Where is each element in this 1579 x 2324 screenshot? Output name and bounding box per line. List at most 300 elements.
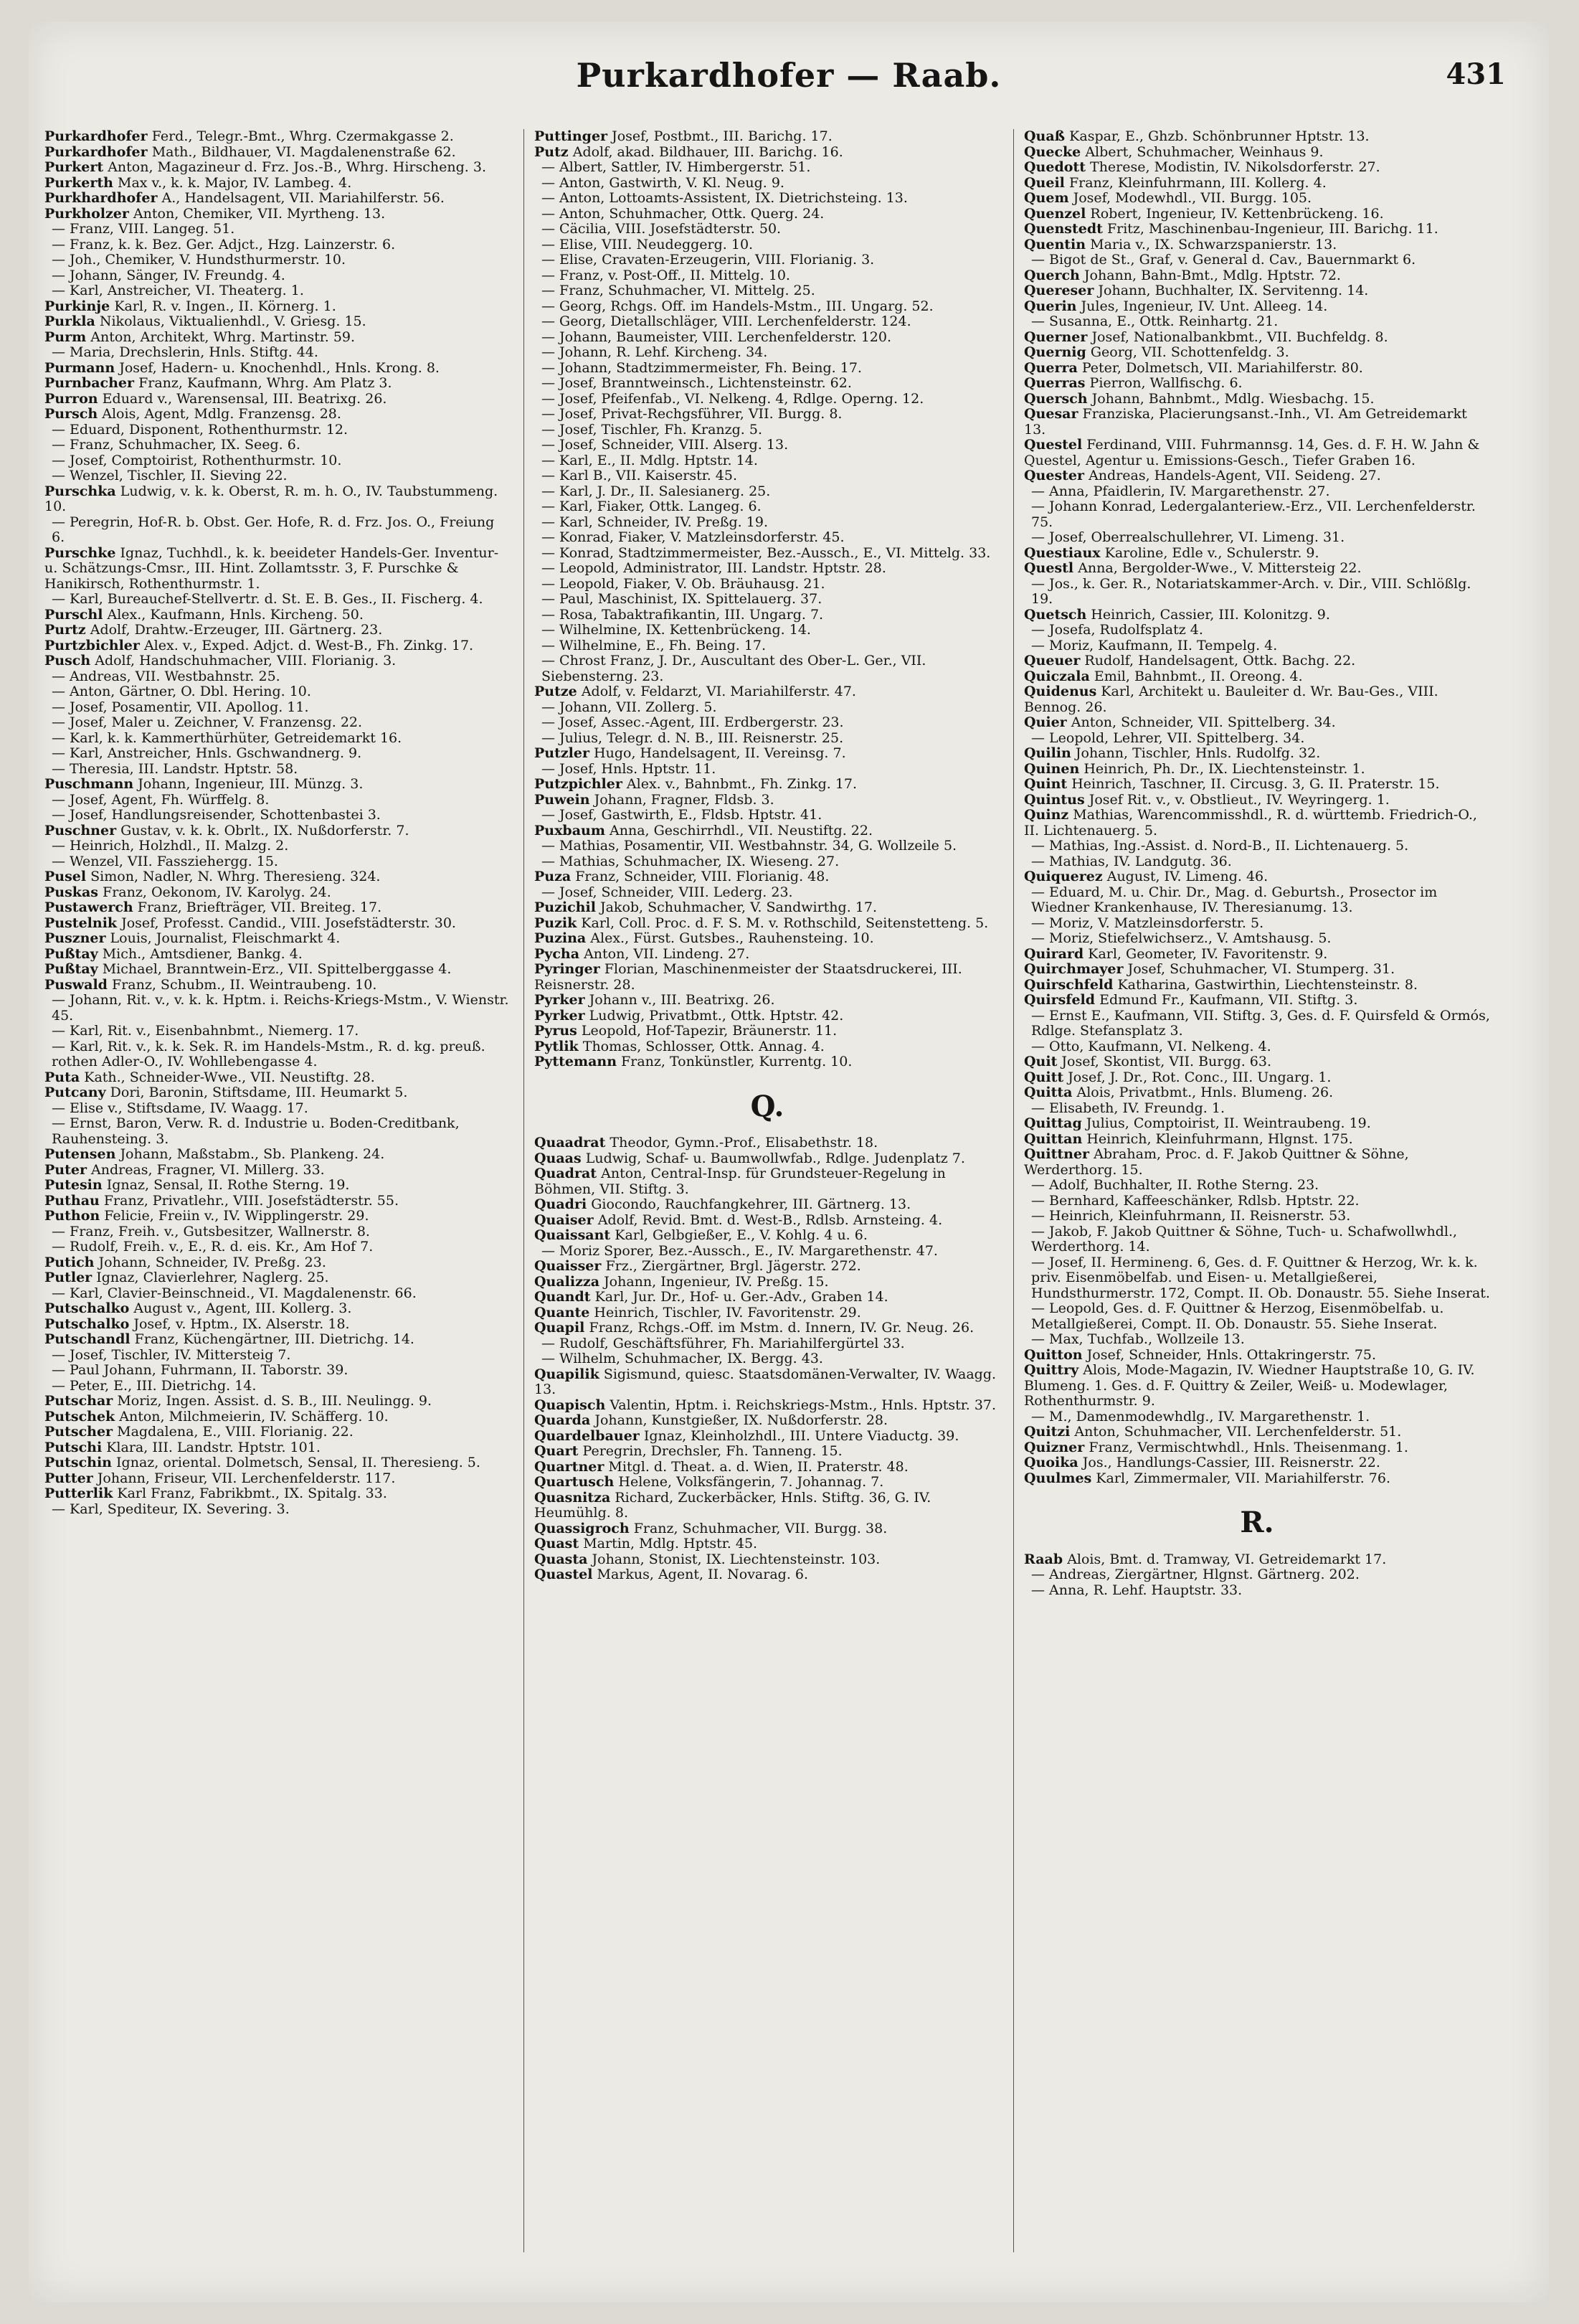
entry-surname: Quintus (1024, 791, 1085, 808)
directory-entry (44, 515, 511, 546)
directory-entry (534, 1521, 1000, 1537)
entry-details: Alois, Bmt. d. Tramway, VI. Getreidemarkt 17. (1067, 1551, 1387, 1567)
entry-details: — Anton, Schuhmacher, Ottk. Querg. 24. (541, 205, 825, 222)
entry-details: — Josef, Gastwirth, E., Fldsb. Hptstr. 41. (541, 807, 822, 823)
directory-entry (534, 1054, 1000, 1070)
entry-details: Ignaz, Kleinholzhdl., III. Untere Viaductg. 39. (643, 1427, 959, 1444)
directory-entry (534, 1135, 1000, 1151)
entry-surname: Pyrker (534, 992, 585, 1008)
entry-surname: Puza (534, 869, 572, 884)
entry-surname: Qualizza (534, 1273, 600, 1290)
entry-surname: Puschmann (44, 776, 134, 792)
page-number: 431 (1446, 57, 1506, 91)
directory-entry (534, 700, 1000, 716)
directory-entry (1024, 268, 1490, 284)
directory-entry (44, 777, 511, 793)
entry-details: — Anton, Lottoamts-Assistent, IX. Dietrichsteing. 13. (541, 190, 908, 206)
entry-details: Johann, Bahn-Bmt., Mdlg. Hptstr. 72. (1084, 267, 1341, 283)
entry-details: Adolf, akad. Bildhauer, III. Barichg. 16. (572, 143, 843, 160)
entry-surname: Pusch (44, 653, 91, 669)
directory-entry (44, 746, 511, 762)
directory-entry (44, 854, 511, 870)
directory-entry (534, 438, 1000, 453)
entry-surname: Purschke (44, 544, 116, 561)
entry-details: Franz, Schuhmacher, VII. Burgg. 38. (633, 1520, 888, 1536)
directory-entry (44, 438, 511, 453)
entry-details: Katharina, Gastwirthin, Liechtensteinstr. 8. (1117, 976, 1418, 993)
directory-entry (44, 947, 511, 963)
directory-entry (534, 962, 1000, 993)
entry-details: — Josef, Schneider, VIII. Lederg. 23. (541, 884, 793, 900)
entry-details: Peregrin, Drechsler, Fh. Tanneng. 15. (582, 1443, 843, 1459)
entry-details: Josef, Skontist, VII. Burgg. 63. (1061, 1054, 1271, 1069)
entry-details: Max v., k. k. Major, IV. Lambeg. 4. (118, 174, 352, 191)
entry-details: Alex., Fürst. Gutsbes., Rauhensteing. 10. (590, 930, 874, 946)
directory-entry (44, 1270, 511, 1286)
entry-details: Anton, Milchmeierin, IV. Schäfferg. 10. (119, 1408, 389, 1425)
entry-surname: Pustawerch (44, 899, 133, 915)
directory-entry (44, 407, 511, 422)
directory-entry (44, 1440, 511, 1456)
entry-details: — Johann, Rit. v., v. k. k. Hptm. i. Reichs-Kriegs-Mstm., V. Wienstr. 45. (52, 992, 509, 1024)
directory-entry (534, 222, 1000, 237)
directory-entry (1024, 361, 1490, 377)
directory-entry (1024, 653, 1490, 669)
directory-entry (534, 993, 1000, 1009)
entry-surname: Puthon (44, 1208, 100, 1224)
entry-details: Alois, Agent, Mdlg. Franzensg. 28. (102, 406, 341, 422)
directory-entry (534, 1024, 1000, 1039)
entry-details: Franz, Vermischtwhdl., Hnls. Theisenmang. 1. (1089, 1439, 1408, 1455)
entry-details: — Moriz, V. Matzleinsdorferstr. 5. (1031, 915, 1264, 931)
entry-details: — Karl, Anstreicher, Hnls. Gschwandnerg. 9. (52, 745, 362, 761)
entry-details: Johann, Fragner, Fldsb. 3. (594, 791, 774, 808)
entry-details: — Paul, Maschinist, IX. Spittelauerg. 37. (541, 591, 822, 607)
entry-surname: Purkinje (44, 298, 110, 314)
entry-details: Alex. v., Exped. Adjct. d. West-B., Fh. Zinkg. 17. (143, 637, 474, 653)
entry-surname: Quizner (1024, 1439, 1085, 1455)
directory-entry (1024, 207, 1490, 222)
entry-details: — Wilhelmine, IX. Kettenbrückeng. 14. (541, 622, 811, 638)
directory-entry (44, 1301, 511, 1317)
entry-details: — Cäcilia, VIII. Josefstädterstr. 50. (541, 221, 782, 237)
entry-surname: Putzpichler (534, 776, 622, 792)
entry-details: Math., Bildhauer, VI. Magdalenenstraße 62. (151, 143, 456, 160)
directory-entry (44, 468, 511, 484)
directory-entry (1024, 1132, 1490, 1148)
entry-details: Heinrich, Kleinfuhrmann, Hlgnst. 175. (1086, 1130, 1353, 1147)
entry-details: — Georg, Dietallschläger, VIII. Lerchenfelderstr. 124. (541, 313, 911, 329)
directory-entry (534, 1552, 1000, 1568)
directory-entry (44, 839, 511, 854)
directory-entry (534, 1305, 1000, 1321)
entry-details: Alois, Mode-Magazin, IV. Wiedner Hauptstraße 10, G. IV. Blumeng. 1. Ges. d. F. Quittry & Zeiler, Weiß- u. Modewlager, Rothenthurmstr. 9. (1024, 1362, 1475, 1409)
directory-entry (534, 684, 1000, 700)
directory-entry (534, 1039, 1000, 1055)
entry-details: — Mathias, Posamentir, VII. Westbahnstr. 34, G. Wollzeile 5. (541, 838, 957, 854)
entry-details: Ludwig, v. k. k. Oberst, R. m. h. O., IV. Taubstummeng. 10. (44, 483, 498, 514)
directory-entry (534, 330, 1000, 346)
directory-entry (534, 1536, 1000, 1552)
entry-details: — Rudolf, Geschäftsführer, Fh. Mariahilfergürtel 33. (541, 1335, 905, 1351)
entry-surname: Quittag (1024, 1115, 1082, 1131)
entry-details: — Leopold, Administrator, III. Landstr. Hptstr. 28. (541, 560, 886, 576)
directory-entry (44, 731, 511, 747)
entry-details: — Albert, Sattler, IV. Himbergerstr. 51. (541, 159, 811, 175)
entry-details: Karl, Gelbgießer, E., V. Kohlg. 4 u. 6. (615, 1227, 868, 1243)
entry-details: Johann, Maßstabm., Sb. Plankeng. 24. (120, 1146, 385, 1162)
directory-entry (534, 916, 1000, 932)
entry-surname: Quante (534, 1304, 590, 1321)
directory-entry (44, 931, 511, 947)
entry-details: — Anna, R. Lehf. Hauptstr. 33. (1031, 1582, 1243, 1598)
directory-entry (44, 916, 511, 932)
entry-surname: Querin (1024, 298, 1077, 314)
directory-entry (44, 129, 511, 145)
entry-details: Nikolaus, Viktualienhdl., V. Griesg. 15. (99, 313, 366, 329)
entry-surname: Putschalko (44, 1315, 130, 1332)
entry-surname: Quaadrat (534, 1135, 606, 1151)
directory-entry (44, 1224, 511, 1240)
entry-details: Ignaz, oriental. Dolmetsch, Sensal, II. Theresieng. 5. (116, 1455, 480, 1470)
entry-details: Karl, Coll. Proc. d. F. S. M. v. Rothschild, Seitenstetteng. 5. (581, 915, 989, 931)
entry-surname: Quirchmayer (1024, 961, 1124, 977)
directory-entry (44, 808, 511, 823)
entry-surname: Quast (534, 1536, 579, 1551)
directory-entry (1024, 777, 1490, 793)
directory-entry (534, 1166, 1000, 1197)
entry-details: Giocondo, Rauchfangkehrer, III. Gärtnerg. 13. (591, 1196, 911, 1212)
directory-entry (1024, 530, 1490, 546)
directory-entry (534, 207, 1000, 222)
entry-surname: Quinen (1024, 760, 1080, 777)
directory-entry (534, 823, 1000, 839)
directory-entry (44, 1070, 511, 1086)
entry-surname: Quedott (1024, 159, 1086, 175)
entry-details: Franz, Kaufmann, Whrg. Am Platz 3. (138, 375, 392, 391)
entry-details: Franz, Schubm., II. Weintraubeng. 10. (112, 976, 377, 993)
directory-entry (44, 1332, 511, 1348)
entry-details: — Johann, Stadtzimmermeister, Fh. Being. 17. (541, 359, 862, 376)
entry-details: Ignaz, Clavierlehrer, Naglerg. 25. (96, 1270, 329, 1285)
entry-details: — Andreas, Ziergärtner, Hlgnst. Gärtnerg. 202. (1031, 1567, 1360, 1582)
directory-entry (44, 715, 511, 731)
directory-entry (1024, 669, 1490, 685)
entry-details: — Maria, Drechslerin, Hnls. Stiftg. 44. (52, 344, 318, 360)
directory-entry (44, 237, 511, 253)
directory-entry (44, 1317, 511, 1333)
entry-surname: Quaß (1024, 129, 1066, 144)
entry-details: — Elisabeth, IV. Freundg. 1. (1031, 1100, 1225, 1116)
entry-details: — Karl, Spediteur, IX. Severing. 3. (52, 1501, 290, 1517)
directory-entry (1024, 1255, 1490, 1302)
entry-details: Johann, Schneider, IV. Preßg. 23. (98, 1254, 326, 1270)
entry-details: — Elise, VIII. Neudeggerg. 10. (541, 236, 754, 252)
entry-details: Eduard v., Warensensal, III. Beatrixg. 26. (102, 390, 387, 407)
directory-entry (44, 1425, 511, 1440)
directory-entry (44, 1394, 511, 1409)
entry-surname: Purkerth (44, 174, 113, 191)
entry-surname: Quitton (1024, 1346, 1083, 1363)
entry-details: — Eduard, M. u. Chir. Dr., Mag. d. Geburtsh., Prosector im Wiedner Krankenhause, IV. Theresianumg. 13. (1031, 884, 1438, 915)
directory-entry (1024, 376, 1490, 392)
directory-entry (534, 900, 1000, 916)
entry-surname: Quapil (534, 1320, 585, 1336)
entry-surname: Quint (1024, 776, 1068, 792)
directory-entry (1024, 978, 1490, 993)
entry-details: Edmund Fr., Kaufmann, VII. Stiftg. 3. (1099, 992, 1358, 1008)
entry-surname: Pustelnik (44, 915, 118, 931)
entry-surname: Puzik (534, 915, 577, 931)
directory-entry (534, 1009, 1000, 1024)
directory-entry (44, 684, 511, 700)
entry-surname: Quilin (1024, 745, 1071, 761)
entry-details: Albert, Schuhmacher, Weinhaus 9. (1085, 143, 1324, 160)
directory-entry (44, 669, 511, 685)
directory-entry (44, 314, 511, 330)
directory-entry (1024, 869, 1490, 885)
directory-entry (534, 1259, 1000, 1275)
entry-details: — Rudolf, Freih. v., E., R. d. eis. Kr., Am Hof 7. (52, 1239, 374, 1255)
directory-entry (44, 361, 511, 377)
entry-details: — Josef, Oberrealschullehrer, VI. Limeng. 31. (1031, 529, 1345, 545)
directory-entry (534, 1398, 1000, 1414)
directory-entry (534, 546, 1000, 562)
entry-details: Franz, Briefträger, VII. Breiteg. 17. (137, 899, 382, 915)
entry-surname: Quaas (534, 1150, 582, 1166)
entry-details: Klara, III. Landstr. Hptstr. 101. (106, 1439, 321, 1455)
directory-page (29, 22, 1549, 2302)
entry-surname: Putter (44, 1470, 93, 1486)
directory-entry (534, 885, 1000, 901)
entry-details: Franz, Oekonom, IV. Karolyg. 24. (103, 884, 331, 900)
directory-entry (1024, 345, 1490, 361)
entry-details: Anton, Chemiker, VII. Myrtheng. 13. (133, 205, 386, 222)
entry-details: Thomas, Schlosser, Ottk. Annag. 4. (582, 1038, 825, 1054)
entry-details: — Karl, Anstreicher, VI. Theaterg. 1. (52, 283, 304, 298)
directory-entry (534, 407, 1000, 422)
entry-details: Heinrich, Taschner, II. Circusg. 3, G. II. Praterstr. 15. (1071, 776, 1440, 792)
directory-entry (1024, 499, 1490, 530)
directory-entry (1024, 623, 1490, 638)
entry-details: Karl, R. v. Ingen., II. Körnerg. 1. (114, 298, 336, 314)
directory-entry (1024, 731, 1490, 747)
entry-details: — Leopold, Ges. d. F. Quittner & Herzog, Eisenmöbelfab. u. Metallgießerei, Compt. II. Ob. Donaustr. 55. Siehe Inserat. (1031, 1300, 1444, 1332)
entry-details: Robert, Ingenieur, IV. Kettenbrückeng. 16. (1090, 205, 1384, 222)
directory-entry (44, 1039, 511, 1070)
directory-entry (44, 1209, 511, 1224)
directory-entry (1024, 947, 1490, 963)
directory-entry (1024, 561, 1490, 577)
entry-details: A., Handelsagent, VII. Mariahilferstr. 56. (161, 190, 445, 206)
entry-details: — Johann Konrad, Ledergalanteriew.-Erz., VII. Lerchenfelderstr. 75. (1031, 499, 1476, 530)
directory-entry (534, 839, 1000, 854)
directory-entry (1024, 129, 1490, 145)
directory-entry (534, 1460, 1000, 1475)
directory-entry (534, 731, 1000, 747)
entry-surname: Quapisch (534, 1397, 606, 1413)
entry-surname: Querner (1024, 329, 1088, 345)
entry-details: Kath., Schneider-Wwe., VII. Neustiftg. 28. (84, 1069, 375, 1085)
directory-entry (44, 962, 511, 978)
entry-details: — Karl, k. k. Kammerthürhüter, Getreidemarkt 16. (52, 729, 402, 746)
directory-entry (1024, 577, 1490, 608)
directory-entry (44, 1286, 511, 1302)
directory-entry (44, 608, 511, 623)
directory-entry (44, 900, 511, 916)
directory-entry (44, 1471, 511, 1487)
entry-surname: Pusel (44, 869, 87, 884)
entry-details: Richard, Zuckerbäcker, Hnls. Stiftg. 36, G. IV. Heumühlg. 8. (534, 1489, 931, 1521)
entry-details: — Rosa, Tabaktrafikantin, III. Ungarg. 7. (541, 606, 824, 623)
entry-surname: Puzina (534, 930, 587, 946)
directory-entry (534, 1151, 1000, 1167)
entry-details: Franz, Privatlehr., VIII. Josefstädterstr. 55. (103, 1192, 399, 1209)
entry-surname: Putschin (44, 1455, 112, 1470)
directory-entry (1024, 1009, 1490, 1039)
middle-column (534, 129, 1000, 2281)
directory-entry (44, 1194, 511, 1209)
entry-details: — Chrost Franz, J. Dr., Auscultant des Ober-L. Ger., VII. Siebensterng. 23. (541, 653, 926, 684)
entry-details: Frz., Ziergärtner, Brgl. Jägerstr. 272. (605, 1258, 861, 1274)
directory-entry (1024, 839, 1490, 854)
entry-details: Jules, Ingenieur, IV. Unt. Alleeg. 14. (1081, 298, 1328, 314)
entry-details: Julius, Comptoirist, II. Weintraubeng. 19. (1086, 1115, 1371, 1131)
entry-details: — Franz, v. Post-Off., II. Mittelg. 10. (541, 267, 790, 283)
entry-details: Karl, Jur. Dr., Hof- u. Ger.-Adv., Graben 14. (594, 1289, 888, 1305)
entry-details: Josef, Hadern- u. Knochenhdl., Hnls. Krong. 8. (119, 359, 440, 376)
directory-entry (1024, 468, 1490, 484)
entry-details: — Moriz Sporer, Bez.-Aussch., E., IV. Margarethenstr. 47. (541, 1242, 938, 1259)
directory-entry (44, 330, 511, 346)
entry-surname: Putze (534, 684, 577, 699)
entry-surname: Purkla (44, 313, 95, 329)
directory-entry (1024, 1085, 1490, 1101)
directory-entry (1024, 299, 1490, 315)
entry-details: — Bernhard, Kaffeeschänker, Rdlsb. Hptstr. 22. (1031, 1192, 1360, 1209)
directory-entry (534, 252, 1000, 268)
directory-entry (534, 1351, 1000, 1367)
directory-entry (44, 993, 511, 1024)
entry-surname: Putschar (44, 1393, 113, 1409)
entry-details: Alex., Kaufmann, Hnls. Kircheng. 50. (107, 606, 364, 623)
entry-details: Markus, Agent, II. Novarag. 6. (597, 1567, 809, 1582)
directory-entry (44, 191, 511, 207)
directory-entry (1024, 746, 1490, 762)
entry-details: — Josef, Comptoirist, Rothenthurmstr. 10. (52, 452, 342, 468)
directory-entry (1024, 1116, 1490, 1132)
entry-details: Therese, Modistin, IV. Nikolsdorferstr. 27. (1090, 159, 1380, 175)
directory-entry (1024, 392, 1490, 407)
directory-entry (534, 869, 1000, 885)
entry-details: Emil, Bahnbmt., II. Oreong. 4. (1094, 668, 1303, 684)
directory-entry (1024, 160, 1490, 176)
entry-surname: Raab (1024, 1551, 1063, 1567)
entry-surname: Quartner (534, 1458, 604, 1475)
entry-details: Franziska, Placierungsanst.-Inh., VI. Am Getreidemarkt 13. (1024, 406, 1467, 438)
entry-details: Heinrich, Cassier, III. Kolonitzg. 9. (1091, 606, 1330, 623)
directory-entry (534, 129, 1000, 145)
directory-entry (1024, 484, 1490, 500)
directory-entry (1024, 962, 1490, 978)
directory-entry (1024, 684, 1490, 715)
right-column (1024, 129, 1490, 2281)
entry-details: Heinrich, Ph. Dr., IX. Liechtensteinstr. 1. (1084, 760, 1365, 777)
entry-details: — Konrad, Stadtzimmermeister, Bez.-Aussch., E., VI. Mittelg. 33. (541, 544, 991, 561)
entry-surname: Quoika (1024, 1455, 1078, 1470)
directory-entry (44, 283, 511, 299)
directory-entry (1024, 1332, 1490, 1348)
entry-details: — Josef, II. Hermineng. 6, Ges. d. F. Quittner & Herzog, Wr. k. k. priv. Eisenmöbelfab. und Eisen- u. Metallgießerei, Hundsthurmerstr. 172, Compt. II. Ob. Donaustr. 55. Siehe Inserat. (1031, 1254, 1490, 1301)
entry-details: — Karl, Clavier-Beinschneid., VI. Magdalenenstr. 66. (52, 1285, 417, 1301)
entry-details: — Josef, Tischler, IV. Mittersteig 7. (52, 1346, 291, 1363)
directory-entry (44, 1163, 511, 1178)
entry-surname: Querra (1024, 359, 1078, 376)
entry-surname: Questel (1024, 437, 1083, 453)
directory-entry (44, 453, 511, 469)
entry-details: — Mathias, Ing.-Assist. d. Nord-B., II. Lichtenauerg. 5. (1031, 838, 1409, 854)
entry-surname: Querch (1024, 267, 1080, 283)
entry-details: Franz, Schneider, VIII. Florianig. 48. (575, 869, 830, 884)
entry-details: Anna, Bergolder-Wwe., V. Mittersteig 22. (1078, 560, 1362, 576)
entry-details: August, IV. Limeng. 46. (1106, 869, 1269, 884)
entry-details: Josef, J. Dr., Rot. Conc., III. Ungarg. 1. (1068, 1069, 1332, 1085)
directory-entry (534, 947, 1000, 963)
entry-details: Gustav, v. k. k. Obrlt., IX. Nußdorferstr. 7. (120, 822, 409, 839)
directory-entry (534, 515, 1000, 531)
entry-surname: Quittry (1024, 1362, 1079, 1378)
entry-details: — Anna, Pfaidlerin, IV. Margarethenstr. 27. (1031, 483, 1330, 499)
directory-entry (44, 145, 511, 161)
entry-details: Johann, Kunstgießer, IX. Nußdorferstr. 28. (594, 1412, 888, 1428)
directory-entry (534, 1213, 1000, 1229)
entry-surname: Putz (534, 143, 569, 160)
entry-details: Maria v., IX. Schwarzspanierstr. 13. (1090, 236, 1337, 252)
directory-entry (44, 793, 511, 808)
entry-surname: Quaissant (534, 1227, 611, 1243)
entry-surname: Putcany (44, 1085, 106, 1100)
entry-surname: Puta (44, 1069, 80, 1085)
directory-entry (44, 252, 511, 268)
entry-details: Michael, Branntwein-Erz., VII. Spittelberggasse 4. (102, 961, 452, 977)
entry-details: Anton, Schneider, VII. Spittelberg. 34. (1071, 714, 1336, 730)
entry-details: Louis, Journalist, Fleischmarkt 4. (110, 930, 341, 946)
directory-entry (44, 376, 511, 392)
entry-details: Hugo, Handelsagent, II. Vereinsg. 7. (594, 745, 846, 761)
entry-details: — Georg, Rchgs. Off. im Handels-Mstm., III. Ungarg. 52. (541, 298, 934, 314)
directory-entry (44, 176, 511, 192)
directory-entry (1024, 854, 1490, 870)
entry-details: Franz, Tonkünstler, Kurrentg. 10. (621, 1054, 853, 1069)
entry-details: Magdalena, E., VIII. Florianig. 22. (117, 1424, 354, 1440)
directory-entry (44, 546, 511, 592)
directory-entry (1024, 1455, 1490, 1471)
entry-surname: Quecke (1024, 143, 1081, 160)
directory-entry (1024, 1348, 1490, 1364)
entry-surname: Quasnitza (534, 1489, 611, 1506)
directory-entry (534, 376, 1000, 392)
entry-details: — Josef, Branntweinsch., Lichtensteinstr. 62. (541, 375, 852, 391)
entry-details: Kaspar, E., Ghzb. Schönbrunner Hptstr. 13. (1069, 129, 1370, 144)
directory-entry (1024, 330, 1490, 346)
entry-details: Theodor, Gymn.-Prof., Elisabethstr. 18. (610, 1135, 878, 1151)
entry-details: Johann, Friseur, VII. Lerchenfelderstr. 117. (97, 1470, 396, 1486)
entry-details: — Moriz, Kaufmann, II. Tempelg. 4. (1031, 637, 1278, 653)
directory-entry (534, 762, 1000, 778)
entry-details: Pierron, Wallfischg. 6. (1089, 375, 1243, 391)
entry-surname: Quart (534, 1443, 579, 1459)
entry-surname: Putensen (44, 1146, 116, 1162)
